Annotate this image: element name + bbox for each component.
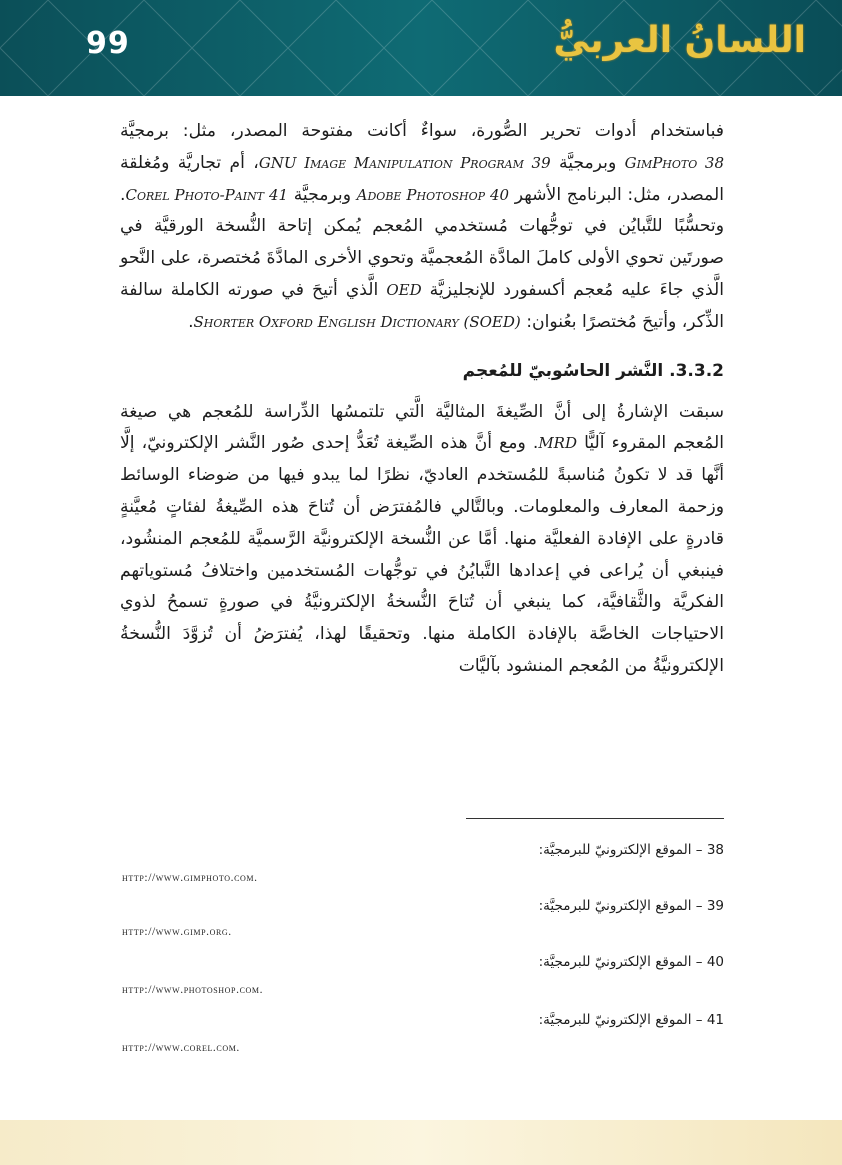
- section-heading: 3.3.2. النَّشر الحاسُوبيّ للمُعجم: [462, 360, 724, 381]
- main-content: [120, 116, 724, 683]
- footnote-39: 39 – الموقع الإلكترونيّ للبرمجيَّة:: [538, 898, 724, 914]
- p1-text-5: . وتحسُّبًا للتَّبايُن في توجُّهات مُستخدمي المُعجم يُمكن إتاحة النُّسخة الورقيَّة في صورتَين تحوي الأولى كاملَ المادَّة المُعجميَّة وتحوي الأخرى المادَّةَ مُختصرة، على النَّحو الَّذي جاءَ عليه مُعجم أكسفورد للإنجليزيَّة: [120, 184, 725, 300]
- footnote-divider: [466, 818, 724, 819]
- footnote-38-url[interactable]: http://www.gimphoto.com.: [122, 872, 258, 884]
- p1-latin-2: GNU Image Manipulation Program 39: [258, 153, 551, 172]
- journal-logo: اللسانُ العربيُّ: [553, 20, 806, 61]
- footnote-41-url[interactable]: http://www.corel.com.: [122, 1042, 240, 1054]
- p2-text-1: سبقت الإشارةُ إلى أنَّ الصِّيغةَ المثاليَّة الَّتي تلتمسُها الدِّراسة للمُعجم هي صيغة المُعجم المقروء آليًّا: [120, 401, 724, 454]
- p2-text-2: . ومع أنَّ هذه الصِّيغة تُعَدُّ إحدى صُور النَّشر الإلكترونيّ، إلَّا أنَّها قد لا تكونُ مُناسبةً للمُستخدم العاديّ، نظرًا لما يبدو فيها من ضوضاء الوسائط وزحمة المعارف والمعلومات. وبالتَّالي فالمُفترَض أن تُتاحَ هذه الصِّيغةُ لفئاتٍ مُعيَّنةٍ قادرةٍ على الإفادة الفعليَّة منها. أمَّا عن النُّسخة الإلكترونيَّة الرَّسميَّة للمُعجم المنشُود، فينبغي أن يُراعى في إعدادها التَّبايُنُ في توجُّهات المُستخدمين واختلافُ مُستوياتهم الفكريَّة والثَّقافيَّة، كما ينبغي أن تُتاحَ النُّسخةُ الإلكترونيَّةُ في صورةٍ تسمحُ لذوي الاحتياجات الخاصَّة بالإفادة الكاملة منها. وتحقيقًا لهذا، يُفترَضُ أن تُزوَّدَ النُّسخةُ الإلكترونيَّةُ من المُعجم المنشود بآليَّات: [120, 433, 724, 676]
- footnote-40: 40 – الموقع الإلكترونيّ للبرمجيَّة:: [538, 954, 724, 970]
- paragraph-1: [120, 116, 724, 339]
- page-footer: [0, 1120, 842, 1165]
- p1-latin-4: Corel Photo-Paint 41: [125, 185, 289, 204]
- footnote-40-url[interactable]: http://www.photoshop.com.: [122, 984, 264, 996]
- p1-text-7: .: [188, 311, 194, 332]
- page-number: 99: [86, 26, 130, 61]
- p1-text-4: وبرمجيَّة: [293, 184, 351, 205]
- footnote-41: 41 – الموقع الإلكترونيّ للبرمجيَّة:: [538, 1012, 724, 1028]
- p1-latin-6: Shorter Oxford English Dictionary (SOED): [193, 312, 521, 331]
- p1-latin-5: OED: [386, 280, 422, 299]
- footnote-38: 38 – الموقع الإلكترونيّ للبرمجيَّة:: [538, 842, 724, 858]
- p2-latin-1: MRD: [538, 434, 578, 453]
- p1-text-3: ، أم تجاريَّة ومُغلقة المصدر، مثل: البرنامج الأشهر: [120, 152, 724, 205]
- footnote-39-url[interactable]: http://www.gimp.org.: [122, 926, 232, 938]
- p1-latin-3: Adobe Photoshop 40: [356, 185, 510, 204]
- p1-text-2: وبرمجيَّة: [558, 152, 617, 173]
- page-header: [0, 0, 842, 96]
- paragraph-2: [120, 397, 724, 683]
- p1-text-1: فباستخدام أدوات تحرير الصُّورة، سواءٌ أكانت مفتوحة المصدر، مثل: برمجيَّة: [120, 121, 724, 141]
- p1-latin-1: GimPhoto 38: [624, 153, 725, 172]
- p1-text-6: الَّذي أتيحَ في صورته الكاملة سالفة الذِّكر، وأتيحَ مُختصرًا بعُنوان:: [120, 279, 724, 332]
